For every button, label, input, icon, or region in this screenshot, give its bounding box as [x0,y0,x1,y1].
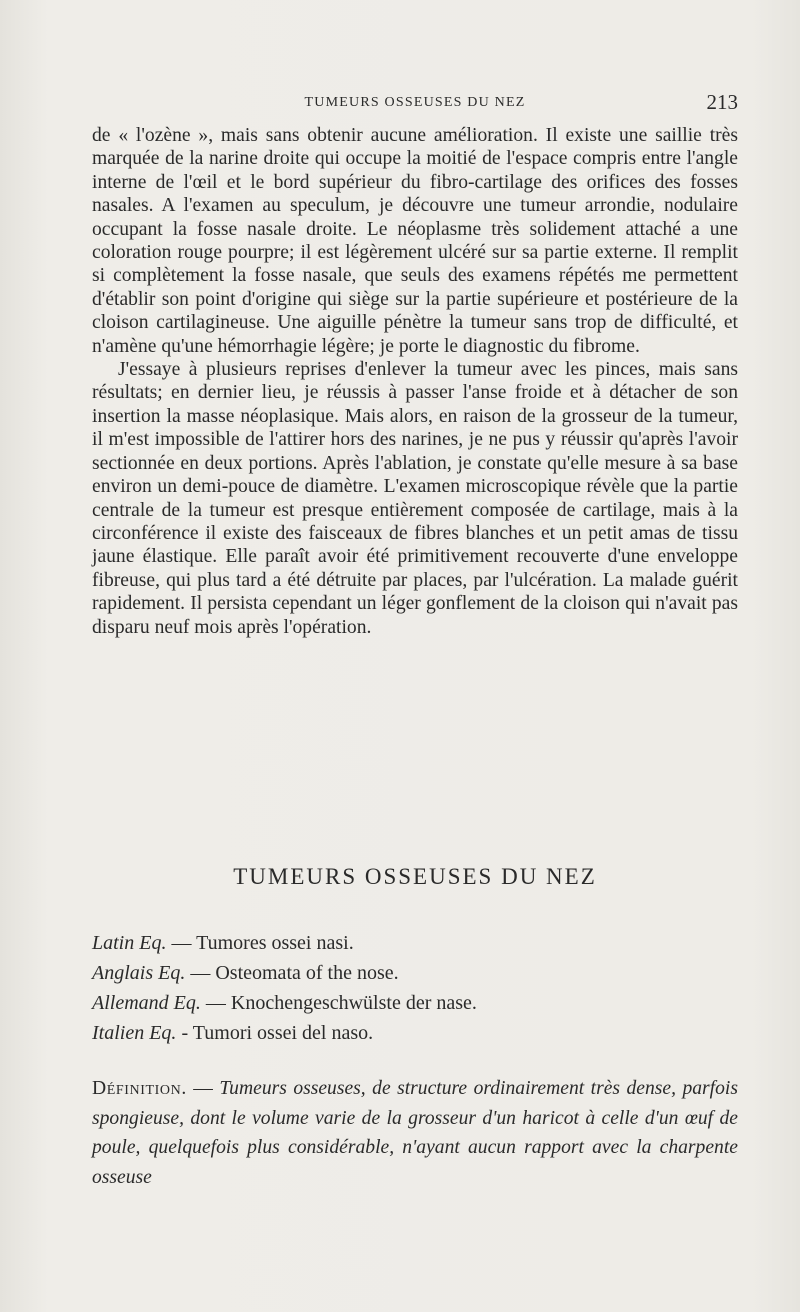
equivalent-term: Tumores ossei nasi. [196,932,354,954]
paragraph: de « l'ozène », mais sans obtenir aucune amélioration. Il existe une saillie très marquée de la narine droite qui occupe la moitié de l'espace compris entre l'angle interne de l'œil et le bord supérieur du fibro-cartilage des orifices des fosses nasales. A l'examen au speculum, je découvre une tumeur arrondie, nodulaire occupant la fosse nasale droite. Le néoplasme très solidement attaché a une coloration rouge pourpre; il est légèrement ulcéré sur sa partie externe. Il remplit si complètement la fosse nasale, que seuls des examens répétés me permettent d'établir son point d'origine qui siège sur la partie supérieure et postérieure de la cloison cartilagineuse. Une aiguille pénètre la tumeur sans trop de difficulté, et n'amène qu'une hémorrhagie légère; je porte le diagnostic du fibrome. [92,125,738,357]
equivalent-separator: — [166,932,197,954]
paragraph: J'essaye à plusieurs reprises d'enlever la tumeur avec les pinces, mais sans résultats; en dernier lieu, je réussis à passer l'anse froide et à détacher de son insertion la masse néoplasique. Mais alors, en raison de la grosseur de la tumeur, il m'est impossible de l'attirer hors des narines, je ne pus y réussir qu'après l'avoir sectionnée en deux portions. Après l'ablation, je constate qu'elle mesure à sa base environ un demi-pouce de diamètre. L'examen microscopique révèle que la partie centrale de la tumeur est presque entièrement composée de cartilage, mais à la circonférence il existe des faisceaux de fibres blanches et un petit amas de tissu jaune élastique. Elle paraît avoir été primitivement recouverte d'une enveloppe fibreuse, qui plus tard a été détruite par places, par l'ulcération. La malade guérit rapidement. Il persista cependant un léger gonflement de la cloison qui n'avait pas disparu neuf mois après l'opération. [92,359,738,638]
equivalent-language: Italien Eq. [92,1022,177,1044]
equivalent-language: Latin Eq. [92,932,167,954]
section-title: TUMEURS OSSEUSES DU NEZ [233,864,597,889]
equivalent-language: Allemand Eq. [92,992,201,1014]
definition [92,1074,738,1192]
equivalent-separator: — [185,962,216,984]
definition-text: Tumeurs osseuses, de structure ordinairement très dense, parfois spongieuse, dont le volume varie de la grosseur d'un haricot à celle d'un œuf de poule, quelquefois plus considérable, n'ayant aucun rapport avec la charpente osseuse [92,1078,738,1188]
equivalent-separator: — [200,992,231,1014]
equivalents-list [92,928,738,1048]
equivalent-separator: - [176,1022,193,1044]
equivalent-german [92,988,738,1018]
equivalent-term: Osteomata of the nose. [215,962,399,984]
equivalent-latin [92,928,738,958]
equivalent-term: Knochengeschwülste der nase. [230,992,477,1014]
equivalent-italian [92,1018,738,1048]
body-text [92,124,738,639]
equivalent-language: Anglais Eq. [92,962,186,984]
running-head [92,92,738,116]
running-title: TUMEURS OSSEUSES DU NEZ [304,95,526,110]
definition-separator: — [186,1078,220,1099]
equivalent-term: Tumori ossei del naso. [192,1022,374,1044]
equivalent-english [92,958,738,988]
definition-label: Définition. [92,1078,187,1099]
page-number: 213 [706,90,738,114]
